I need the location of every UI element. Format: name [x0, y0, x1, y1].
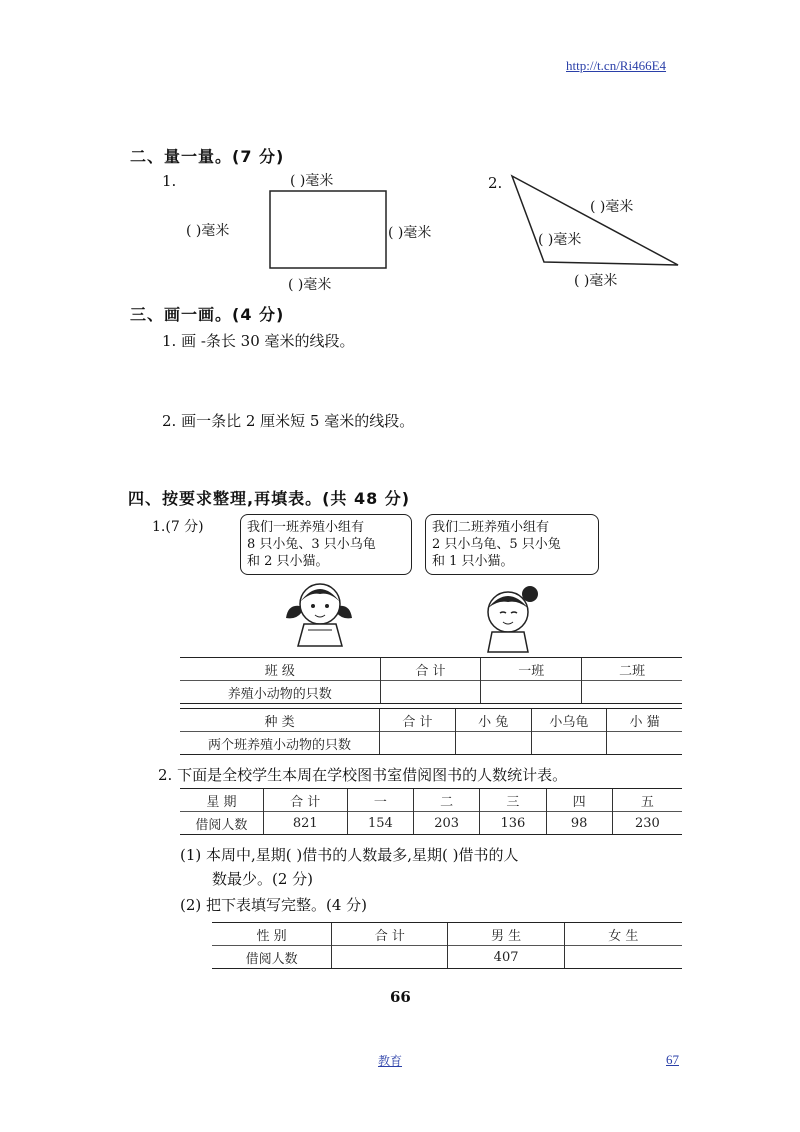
table-header-cell: 男 生	[448, 923, 564, 946]
table-header-cell: 种 类	[180, 709, 380, 732]
footer-page-link[interactable]: 67	[666, 1052, 679, 1067]
tri-bottom-label: ( )毫米	[574, 273, 618, 289]
table-cell: 821	[263, 812, 347, 835]
section-4-question-2: 2. 下面是全校学生本周在学校图书室借阅图书的人数统计表。	[158, 766, 568, 784]
table-cell: 136	[480, 812, 546, 835]
table-empty-cell[interactable]	[380, 732, 456, 755]
section-4-q1-label: 1.(7 分)	[152, 519, 204, 535]
table-header-cell: 二	[414, 789, 480, 812]
table-header-cell: 合 计	[380, 658, 481, 681]
table-header-cell: 星 期	[180, 789, 263, 812]
page-number: 66	[390, 988, 411, 1006]
table-row-label: 借阅人数	[212, 946, 332, 969]
table-header-cell: 一	[347, 789, 413, 812]
triangle-figure	[512, 176, 678, 265]
section-3-question-2: 2. 画一条比 2 厘米短 5 毫米的线段。	[162, 412, 415, 430]
girl-illustration-1	[280, 574, 360, 648]
table-row-label: 两个班养殖小动物的只数	[180, 732, 380, 755]
table-header-cell: 小乌龟	[531, 709, 607, 732]
table-header-cell: 班 级	[180, 658, 380, 681]
table-row-label: 养殖小动物的只数	[180, 681, 380, 704]
bubble-2-line: 我们二班养殖小组有	[432, 520, 550, 535]
girl-illustration-2	[470, 582, 550, 654]
table-header-cell: 合 计	[380, 709, 456, 732]
table-class-animals	[180, 657, 682, 704]
bubble-2-line: 和 1 只小猫。	[432, 554, 514, 569]
table-empty-cell[interactable]	[380, 681, 481, 704]
table-empty-cell[interactable]	[582, 681, 682, 704]
tri-mid-label: ( )毫米	[538, 232, 582, 248]
table-header-cell: 合 计	[332, 923, 448, 946]
table-empty-cell[interactable]	[481, 681, 582, 704]
table-cell: 407	[448, 946, 564, 969]
rect-bottom-label: ( )毫米	[288, 277, 332, 293]
sub-question-2: (2) 把下表填写完整。(4 分)	[180, 896, 368, 914]
table-header-cell: 五	[612, 789, 682, 812]
table-empty-cell[interactable]	[531, 732, 607, 755]
table-gender-borrowers	[212, 922, 682, 969]
speech-bubble-class-1	[240, 514, 412, 575]
table-header-cell: 一班	[481, 658, 582, 681]
q1-number: 1.	[162, 172, 177, 190]
table-empty-cell[interactable]	[455, 732, 531, 755]
bubble-1-line: 和 2 只小猫。	[247, 554, 329, 569]
table-library-borrowers	[180, 788, 682, 835]
table-cell: 154	[347, 812, 413, 835]
header-url-link[interactable]: http://t.cn/Ri466E4	[566, 58, 667, 73]
table-header-cell: 小 兔	[455, 709, 531, 732]
measure-figures	[0, 0, 800, 300]
table-header-cell: 性 别	[212, 923, 332, 946]
table-header-cell: 三	[480, 789, 546, 812]
bubble-1-line: 8 只小兔、3 只小乌龟	[247, 537, 376, 552]
table-cell: 203	[414, 812, 480, 835]
section-4-title: 四、按要求整理,再填表。(共 48 分)	[128, 489, 411, 508]
sub-question-1-line-2: 数最少。(2 分)	[212, 870, 314, 888]
q2-number: 2.	[488, 174, 503, 192]
sub-question-1-line-1: (1) 本周中,星期( )借书的人数最多,星期( )借书的人	[180, 846, 519, 864]
section-2-title: 二、量一量。(7 分)	[130, 147, 285, 166]
bubble-1-line: 我们一班养殖小组有	[247, 520, 365, 535]
section-3-title: 三、画一画。(4 分)	[130, 305, 285, 324]
footer-link[interactable]: 教育	[378, 1054, 403, 1068]
table-cell: 98	[546, 812, 612, 835]
rectangle-figure	[270, 191, 386, 268]
table-header-cell: 女 生	[564, 923, 682, 946]
tri-top-label: ( )毫米	[590, 199, 634, 215]
section-3-question-1: 1. 画 -条长 30 毫米的线段。	[162, 332, 355, 350]
table-empty-cell[interactable]	[564, 946, 682, 969]
speech-bubble-class-2	[425, 514, 599, 575]
table-header-cell: 合 计	[263, 789, 347, 812]
table-header-cell: 二班	[582, 658, 682, 681]
rect-right-label: ( )毫米	[388, 225, 432, 241]
table-empty-cell[interactable]	[607, 732, 682, 755]
table-empty-cell[interactable]	[332, 946, 448, 969]
table-header-cell: 小 猫	[607, 709, 682, 732]
rect-top-label: ( )毫米	[290, 173, 334, 189]
rect-left-label: ( )毫米	[186, 223, 230, 239]
table-header-cell: 四	[546, 789, 612, 812]
table-row-label: 借阅人数	[180, 812, 263, 835]
table-animal-types	[180, 708, 682, 755]
table-cell: 230	[612, 812, 682, 835]
bubble-2-line: 2 只小乌龟、5 只小兔	[432, 537, 561, 552]
